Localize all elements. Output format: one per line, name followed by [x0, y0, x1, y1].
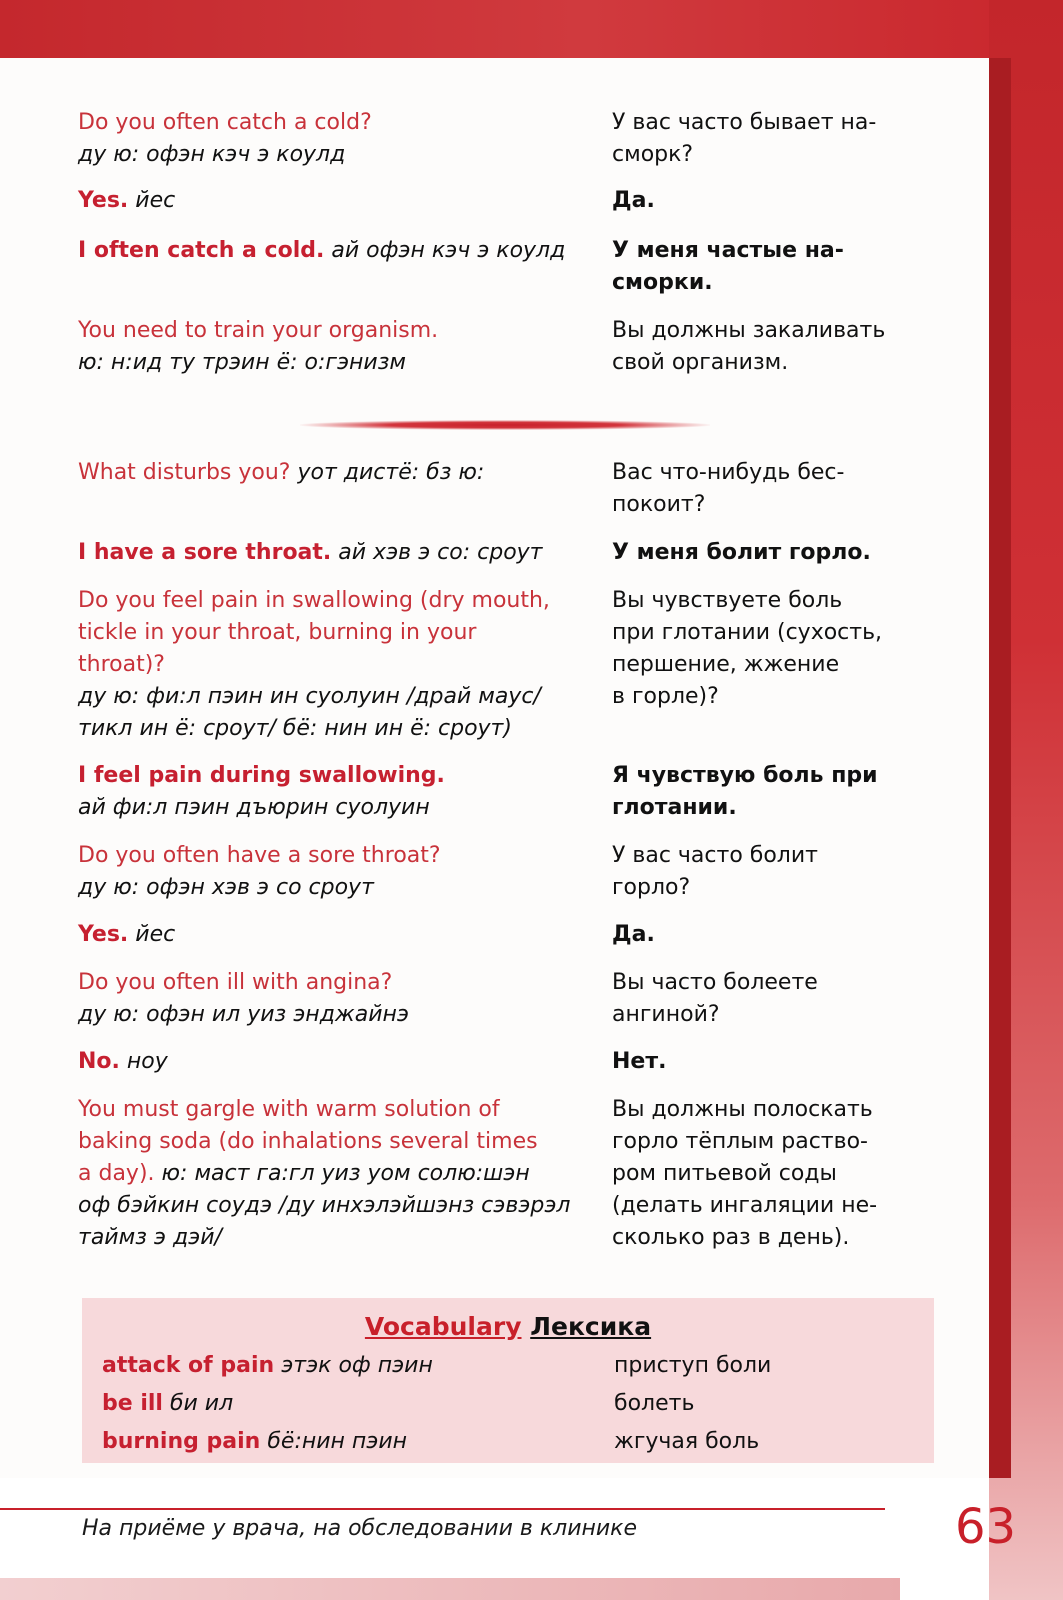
russian-translation: при глотании (сухость,	[612, 620, 883, 645]
english-phrase: Do you feel pain in swallowing (dry mouth,	[78, 588, 550, 613]
transcription: таймз э дэй/	[78, 1225, 222, 1250]
vocabulary-translation: приступ боли	[614, 1353, 772, 1378]
transcription: ай офэн кэч э коулд	[331, 238, 566, 263]
russian-translation: Вы должны закаливать	[612, 318, 886, 343]
russian-translation: ангиной?	[612, 1002, 720, 1027]
russian-translation: Вы часто болеете	[612, 970, 818, 995]
page-number: 63	[955, 1499, 1017, 1555]
transcription: ду ю: фи:л пэин ин суолуин /драй маус/	[78, 684, 541, 709]
vocabulary-transcription: би ил	[169, 1391, 234, 1416]
russian-translation: Я чувствую боль при	[612, 763, 878, 788]
russian-translation: сколько раз в день).	[612, 1225, 850, 1250]
english-phrase: No.	[78, 1049, 120, 1074]
russian-translation: покоит?	[612, 492, 706, 517]
russian-translation: горло?	[612, 875, 691, 900]
english-phrase: You must gargle with warm solution of	[78, 1097, 500, 1122]
english-phrase: a day).	[78, 1161, 155, 1186]
transcription: йес	[135, 188, 176, 213]
english-phrase: I often catch a cold.	[78, 238, 325, 263]
english-phrase: Do you often have a sore throat?	[78, 843, 441, 868]
vocabulary-translation: жгучая боль	[614, 1429, 760, 1454]
russian-translation: в горле)?	[612, 684, 719, 709]
vocabulary-transcription: этэк оф пэин	[281, 1353, 433, 1378]
transcription: ду ю: офэн кэч э коулд	[78, 142, 346, 167]
transcription: ай хэв э со: сроут	[338, 540, 543, 565]
english-phrase: Yes.	[78, 922, 129, 947]
right-edge-shadow	[989, 58, 1011, 1478]
english-phrase: I have a sore throat.	[78, 540, 332, 565]
russian-translation: свой организм.	[612, 350, 789, 375]
english-phrase: baking soda (do inhalations several times	[78, 1129, 538, 1154]
transcription: йес	[135, 922, 176, 947]
transcription: ю: маст га:гл уиз уом солю:шэн	[161, 1161, 530, 1186]
russian-translation: Вас что-нибудь бес-	[612, 460, 845, 485]
english-phrase: What disturbs you?	[78, 460, 291, 485]
transcription: ноу	[126, 1049, 168, 1074]
transcription: ду ю: офэн ил уиз энджайнэ	[78, 1002, 409, 1027]
section-divider	[300, 420, 710, 430]
english-phrase: I feel pain during swallowing.	[78, 763, 445, 788]
russian-translation: (делать ингаляции не-	[612, 1193, 878, 1218]
vocabulary-term: be ill	[102, 1391, 163, 1416]
english-phrase: throat)?	[78, 652, 165, 677]
russian-translation: У меня болит горло.	[612, 540, 871, 565]
russian-translation: сморк?	[612, 142, 694, 167]
transcription: уот дистё: бз ю:	[297, 460, 485, 485]
vocabulary-title-ru: Лексика	[530, 1312, 652, 1341]
transcription: ю: н:ид ту трэин ё: о:гэнизм	[78, 350, 407, 375]
vocabulary-translation: болеть	[614, 1391, 695, 1416]
russian-translation: ром питьевой соды	[612, 1161, 837, 1186]
russian-translation: Да.	[612, 188, 655, 213]
vocabulary-title-en: Vocabulary	[364, 1312, 522, 1341]
vocabulary-box	[82, 1298, 934, 1463]
running-footer: На приёме у врача, на обследовании в клинике	[82, 1516, 637, 1541]
vocabulary-term: attack of pain	[102, 1353, 275, 1378]
vocabulary-transcription: бё:нин пэин	[267, 1429, 408, 1454]
russian-translation: Вы должны полоскать	[612, 1097, 873, 1122]
russian-translation: горло тёплым раство-	[612, 1129, 868, 1154]
russian-translation: Нет.	[612, 1049, 667, 1074]
russian-translation: сморки.	[612, 270, 713, 295]
russian-translation: У вас часто болит	[612, 843, 818, 868]
russian-translation: У меня частые на-	[612, 238, 844, 263]
russian-translation: першение, жжение	[612, 652, 840, 677]
footer-rule	[0, 1508, 885, 1510]
english-phrase: Do you often ill with angina?	[78, 970, 393, 995]
english-phrase: tickle in your throat, burning in your	[78, 620, 477, 645]
transcription: ай фи:л пэин дъюрин суолуин	[78, 795, 430, 820]
transcription: ду ю: офэн хэв э со сроут	[78, 875, 374, 900]
english-phrase: Do you often catch a cold?	[78, 110, 372, 135]
english-phrase: Yes.	[78, 188, 129, 213]
bottom-pink-strip	[0, 1578, 900, 1600]
vocabulary-title	[82, 1310, 934, 1344]
russian-translation: Вы чувствуете боль	[612, 588, 843, 613]
vocabulary-term: burning pain	[102, 1429, 261, 1454]
russian-translation: Да.	[612, 922, 655, 947]
transcription: оф бэйкин соудэ /ду инхэлэйшэнз сэвэрэл	[78, 1193, 571, 1218]
russian-translation: У вас часто бывает на-	[612, 110, 877, 135]
top-red-band	[0, 0, 1063, 58]
russian-translation: глотании.	[612, 795, 737, 820]
transcription: тикл ин ё: сроут/ бё: нин ин ё: сроут)	[78, 716, 512, 741]
english-phrase: You need to train your organism.	[78, 318, 439, 343]
